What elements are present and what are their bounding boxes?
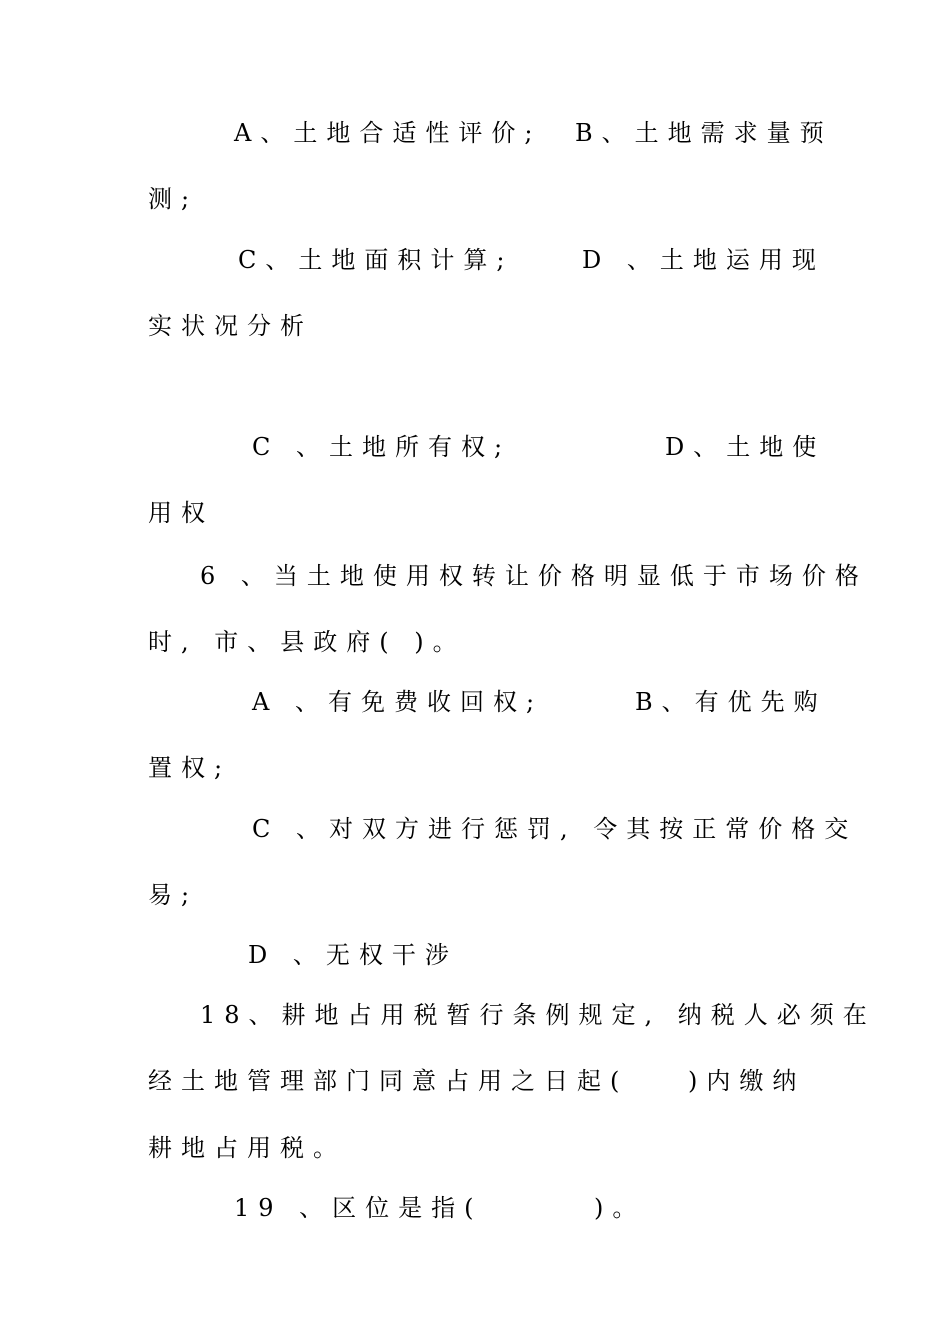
option-c-area-calculation: C、土地面积计算; xyxy=(238,246,514,274)
question-18-continuation: 经土地管理部门同意占用之日起( xyxy=(148,1067,629,1095)
q6-option-b: B、有优先购 xyxy=(635,688,827,716)
question-18-end: 耕地占用税。 xyxy=(148,1134,346,1162)
option-b-continuation: 测; xyxy=(148,185,199,213)
q6-option-a: A 、有免费收回权; xyxy=(252,688,544,716)
option-d-continuation-2: 用权 xyxy=(148,499,214,527)
q6-option-c: C 、对双方进行惩罚, 令其按正常价格交 xyxy=(252,815,858,843)
question-6-continuation: 时, 市、县政府( )。 xyxy=(148,628,466,656)
q6-option-d: D 、无权干涉 xyxy=(248,941,458,969)
question-19-blank-end: )。 xyxy=(594,1194,646,1222)
question-19-text: 19 、区位是指( xyxy=(234,1194,483,1222)
question-18-blank-end: )内缴纳 xyxy=(688,1067,806,1095)
option-d-land-use-right: D、土地使 xyxy=(665,433,826,461)
question-18-text: 18、耕地占用税暂行条例规定, 纳税人必须在 xyxy=(200,1001,876,1029)
option-b-land-demand: B、土地需求量预 xyxy=(575,119,833,147)
q6-option-c-continuation: 易; xyxy=(148,881,199,909)
option-d-land-use-status: D 、土地运用现 xyxy=(582,246,825,274)
question-6-text: 6 、当土地使用权转让价格明显低于市场价格 xyxy=(200,562,868,590)
option-a-land-suitability: A、土地合适性评价; xyxy=(234,119,542,147)
q6-option-b-continuation: 置权; xyxy=(148,754,232,782)
option-c-land-ownership: C 、土地所有权; xyxy=(252,433,512,461)
option-d-continuation: 实状况分析 xyxy=(148,312,313,340)
